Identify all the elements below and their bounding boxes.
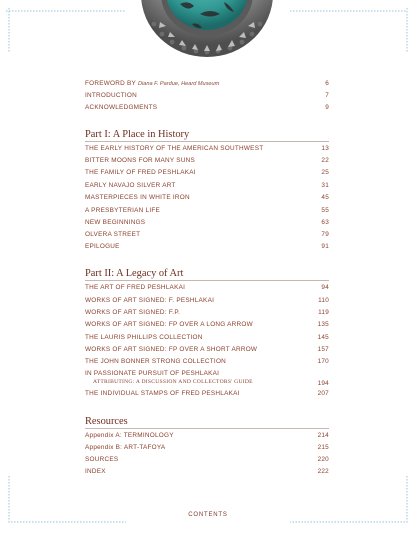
corner-frame-top-right	[286, 8, 410, 52]
toc-entry-title: THE FAMILY OF FRED PESHLAKAI	[85, 169, 196, 176]
toc-entry-title: THE LAURIS PHILLIPS COLLECTION	[85, 334, 203, 341]
toc-page-number: 214	[317, 432, 329, 439]
toc-page-number: 55	[321, 207, 329, 214]
toc-page-number: 7	[325, 92, 329, 99]
toc-entry[interactable]	[85, 282, 329, 294]
toc-entry[interactable]	[85, 217, 329, 229]
toc-entry-subtitle: Diana F. Pardue, Heard Museum	[137, 81, 220, 87]
toc-entry-title: THE EARLY HISTORY OF THE AMERICAN SOUTHWEST	[85, 145, 264, 152]
toc-entry-title: Appendix B: ART-TAFOYA	[85, 444, 166, 451]
toc-entry[interactable]	[85, 192, 329, 204]
toc-entry-subtitle: ATTRIBUTING: A DISCUSSION AND COLLECTORS' GUIDE	[93, 379, 253, 385]
toc-entry-title: Appendix A: TERMINOLOGY	[85, 432, 174, 439]
toc-page-number: 145	[317, 334, 329, 341]
toc-entry[interactable]	[85, 229, 329, 241]
toc-entry-title: FOREWORD BY	[85, 80, 136, 87]
toc-entry[interactable]	[85, 344, 329, 356]
corner-frame-bottom-left	[6, 476, 130, 526]
toc-page-number: 63	[321, 219, 329, 226]
toc-entry-title: WORKS OF ART SIGNED: FP OVER A SHORT ARROW	[85, 346, 258, 353]
toc-entry[interactable]	[85, 205, 329, 217]
toc-entry-title: BITTER MOONS FOR MANY SUNS	[85, 157, 196, 164]
turquoise-pendant-image	[140, 0, 274, 58]
toc-entry[interactable]	[85, 388, 329, 400]
section-divider	[85, 141, 329, 142]
toc-entry[interactable]	[85, 454, 329, 466]
toc-page-number: 6	[325, 80, 329, 87]
part2-list	[85, 282, 329, 402]
toc-entry-title: MASTERPIECES IN WHITE IRON	[85, 194, 190, 201]
toc-entry-title: NEW BEGINNINGS	[85, 219, 146, 226]
toc-entry[interactable]	[85, 180, 329, 192]
toc-entry-title: ACKNOWLEDGMENTS	[85, 104, 158, 111]
toc-entry-title: INTRODUCTION	[85, 92, 137, 99]
toc-entry[interactable]	[85, 430, 329, 442]
toc-entry-title: EPILOGUE	[85, 243, 120, 250]
toc-page-number: 45	[321, 194, 329, 201]
toc-entry[interactable]	[85, 442, 329, 454]
toc-page-number: 110	[318, 297, 329, 304]
toc-entry-title: INDEX	[85, 468, 106, 475]
toc-entry-title: WORKS OF ART SIGNED: F.P.	[85, 309, 181, 316]
resources-list	[85, 430, 329, 480]
toc-entry-foreword[interactable]	[85, 78, 329, 90]
toc-entry-title: THE JOHN BONNER STRONG COLLECTION	[85, 358, 227, 365]
toc-page-number: 13	[321, 145, 329, 152]
toc-entry[interactable]	[85, 319, 329, 331]
toc-page-number: 31	[321, 182, 329, 189]
section-divider	[85, 280, 329, 281]
part2-heading: Part II: A Legacy of Art	[85, 268, 184, 279]
toc-page-number: 79	[321, 231, 329, 238]
toc-entry-title: WORKS OF ART SIGNED: F. PESHLAKAI	[85, 297, 215, 304]
resources-heading: Resources	[85, 416, 128, 427]
toc-page-number: 222	[317, 468, 329, 475]
corner-frame-top-left	[6, 8, 130, 52]
toc-page-number: 207	[317, 390, 329, 397]
toc-page-number: 94	[321, 284, 329, 291]
page-footer-label: CONTENTS	[188, 512, 228, 518]
toc-page-number: 25	[321, 169, 329, 176]
toc-entry-title: THE INDIVIDUAL STAMPS OF FRED PESHLAKAI	[85, 390, 240, 397]
toc-entry-title: WORKS OF ART SIGNED: FP OVER A LONG ARROW	[85, 321, 253, 328]
toc-page-number: 9	[325, 104, 329, 111]
toc-entry[interactable]	[85, 466, 329, 478]
toc-entry[interactable]	[85, 332, 329, 344]
toc-entry[interactable]	[85, 307, 329, 319]
toc-page-number: 194	[317, 380, 329, 387]
section-divider	[85, 428, 329, 429]
toc-entry-title: THE ART OF FRED PESHLAKAI	[85, 284, 186, 291]
toc-page-number: 157	[317, 346, 329, 353]
toc-entry[interactable]	[85, 241, 329, 253]
toc-entry-title: OLVERA STREET	[85, 231, 141, 238]
toc-page-number: 220	[317, 456, 329, 463]
part1-list	[85, 143, 329, 253]
toc-page-number: 119	[318, 309, 329, 316]
toc-entry-title: SOURCES	[85, 456, 119, 463]
front-matter-list	[85, 78, 329, 118]
toc-page-number: 215	[317, 444, 329, 451]
toc-entry[interactable]	[85, 356, 329, 368]
toc-entry-title: A PRESBYTERIAN LIFE	[85, 207, 161, 214]
toc-entry[interactable]	[85, 167, 329, 179]
toc-entry[interactable]	[85, 295, 329, 307]
toc-entry-introduction[interactable]	[85, 90, 329, 102]
toc-entry[interactable]	[85, 143, 329, 155]
toc-page-number: 135	[317, 321, 329, 328]
toc-entry-title: IN PASSIONATE PURSUIT OF PESHLAKAI	[85, 370, 220, 377]
toc-page-number: 170	[317, 358, 329, 365]
part1-heading: Part I: A Place in History	[85, 129, 190, 140]
corner-frame-bottom-right	[286, 476, 410, 526]
toc-page-number: 91	[321, 243, 329, 250]
toc-entry-title: EARLY NAVAJO SILVER ART	[85, 182, 176, 189]
toc-entry[interactable]	[85, 155, 329, 167]
toc-page-number: 22	[321, 157, 329, 164]
toc-entry-acknowledgments[interactable]	[85, 102, 329, 114]
